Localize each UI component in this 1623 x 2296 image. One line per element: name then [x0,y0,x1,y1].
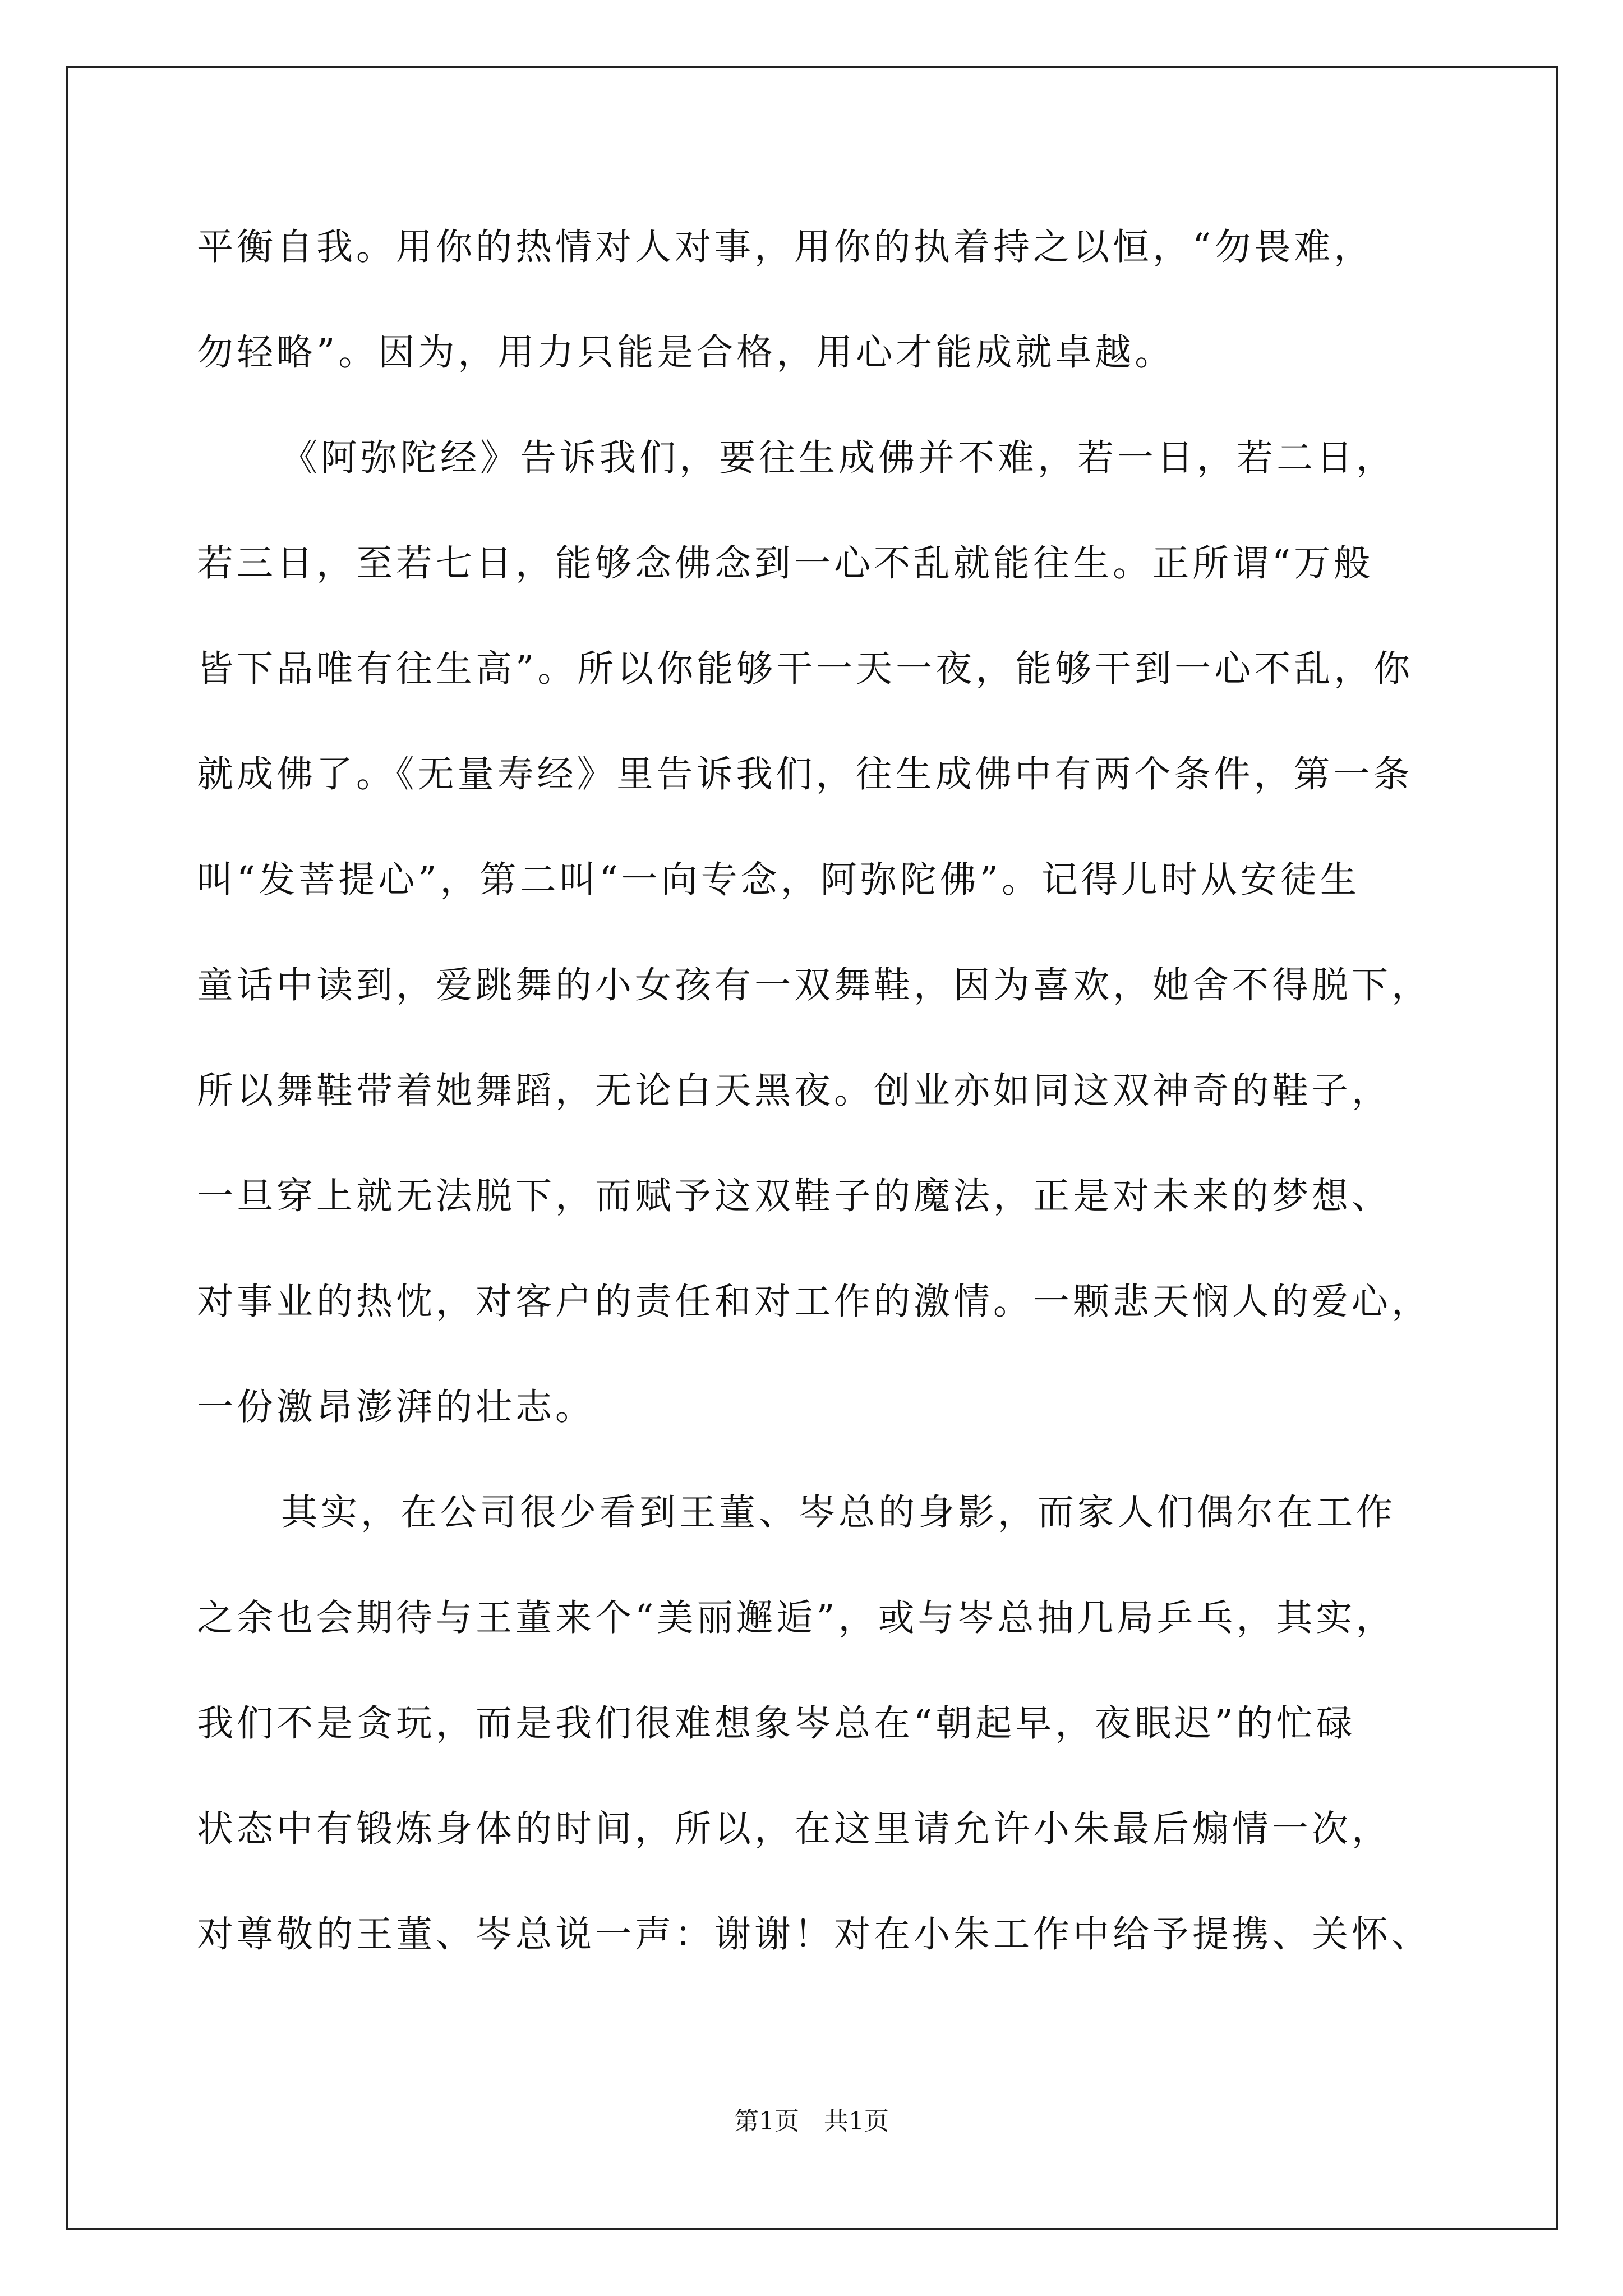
text-line: 若三日，至若七日，能够念佛念到一心不乱就能往生。正所谓“万般 [197,542,1374,585]
text-line: 其实，在公司很少看到王董、岑总的身影，而家人们偶尔在工作 [281,1492,1396,1534]
text-line: 之余也会期待与王董来个“美丽邂逅”，或与岑总抽几局乒乓，其实， [197,1597,1396,1639]
text-line: 所以舞鞋带着她舞蹈，无论白天黑夜。创业亦如同这双神奇的鞋子， [197,1070,1392,1112]
page-footer [0,2105,1623,2138]
page-total: 共1页 [824,2107,889,2136]
text-line: 《阿弥陀经》告诉我们，要往生成佛并不难，若一日，若二日， [281,437,1396,479]
text-line: 一份激昂澎湃的壮志。 [197,1386,596,1428]
text-line: 平衡自我。用你的热情对人对事，用你的执着持之以恒，“勿畏难， [197,226,1374,268]
text-line: 对尊敬的王董、岑总说一声：谢谢！对在小朱工作中给予提携、关怀、 [197,1913,1432,1955]
text-line: 童话中读到，爱跳舞的小女孩有一双舞鞋，因为喜欢，她舍不得脱下， [197,964,1432,1006]
document-body [197,211,1431,2004]
text-line: 勿轻略”。因为，用力只能是合格，用心才能成就卓越。 [197,332,1175,374]
page-number: 第1页 [734,2107,799,2136]
text-line: 我们不是贪玩，而是我们很难想象岑总在“朝起早，夜眠迟”的忙碌 [197,1703,1356,1745]
text-line: 皆下品唯有往生高”。所以你能够干一天一夜，能够干到一心不乱，你 [197,648,1414,690]
text-line: 叫“发菩提心”，第二叫“一向专念，阿弥陀佛”。记得儿时从安徒生 [197,859,1360,901]
text-line: 对事业的热忱，对客户的责任和对工作的激情。一颗悲天悯人的爱心， [197,1281,1432,1323]
text-line: 一旦穿上就无法脱下，而赋予这双鞋子的魔法，正是对未来的梦想、 [197,1175,1392,1217]
text-line: 状态中有锻炼身体的时间，所以，在这里请允许小朱最后煽情一次， [197,1808,1392,1850]
text-line: 就成佛了。《无量寿经》里告诉我们，往生成佛中有两个条件，第一条 [197,753,1413,795]
